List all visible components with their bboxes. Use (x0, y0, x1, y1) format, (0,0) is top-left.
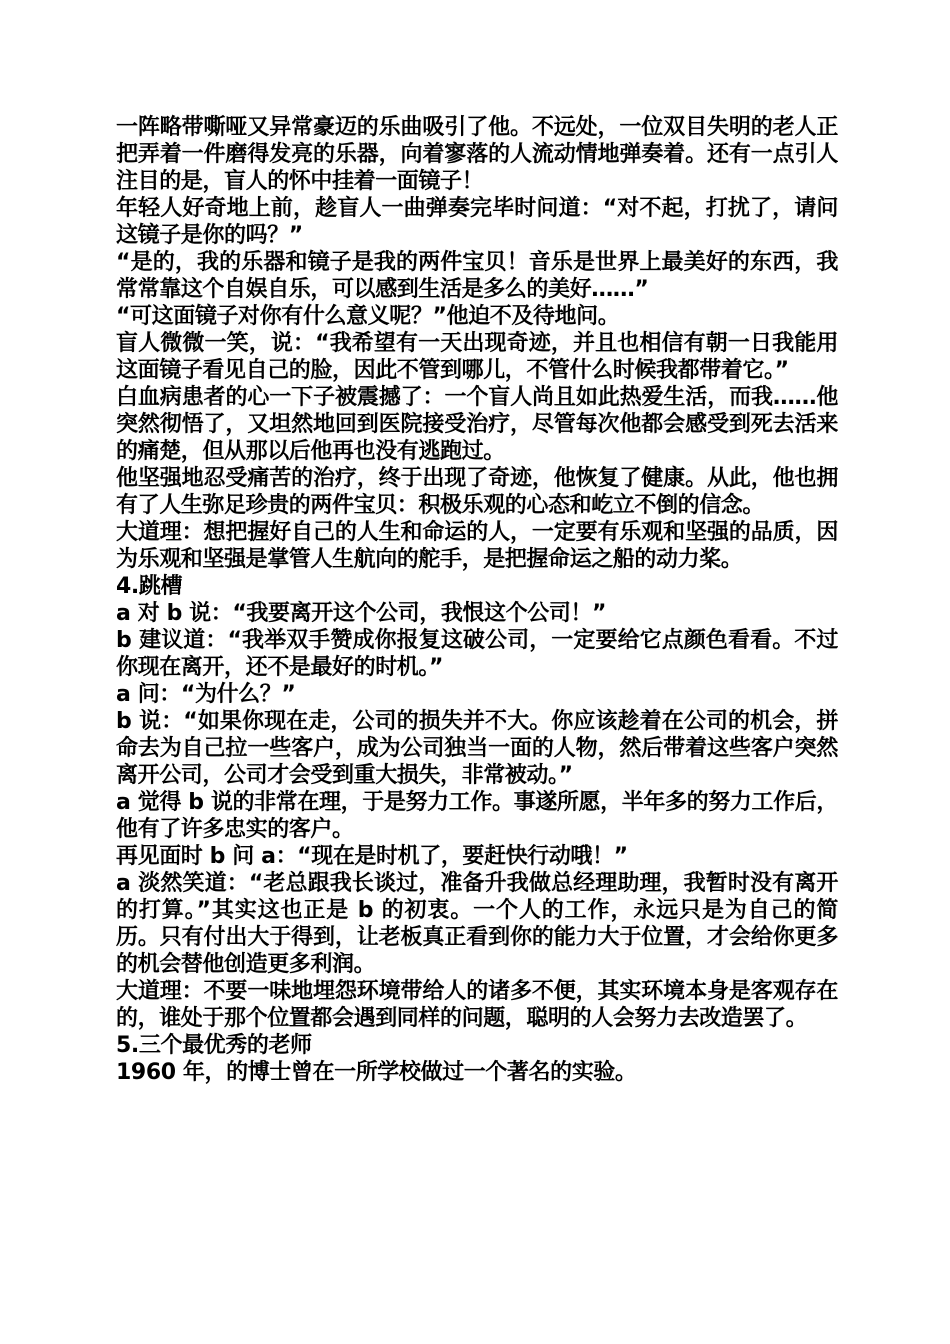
document-body (116, 114, 838, 1086)
paragraph-b-suggests: b 建议道：“我举双手赞成你报复这破公司，一定要给它点颜色看看。不过你现在离开，还不是最好的时机。” (116, 628, 838, 680)
paragraph-blind-answer: 盲人微微一笑，说：“我希望有一天出现奇迹，并且也相信有朝一日我能用这面镜子看见自己的脸，因此不管到哪儿，不管什么时候我都带着它。” (116, 331, 838, 383)
paragraph-blind-musician-intro: 一阵略带嘶哑又异常豪迈的乐曲吸引了他。不远处，一位双目失明的老人正把弄着一件磨得发亮的乐器，向着寥落的人流动情地弹奏着。还有一点引人注目的是，盲人的怀中挂着一面镜子！ (116, 115, 838, 194)
paragraph-mirror-meaning: “可这面镜子对你有什么意义呢？”他迫不及待地问。 (116, 304, 620, 329)
paragraph-young-man-question: 年轻人好奇地上前，趁盲人一曲弹奏完毕时问道：“对不起，打扰了，请问这镜子是你的吗？” (116, 196, 838, 248)
paragraph-two-treasures: “是的，我的乐器和镜子是我的两件宝贝！音乐是世界上最美好的东西，我常常靠这个自娱自乐，可以感到生活是多么的美好……” (116, 250, 838, 302)
paragraph-recovery: 他坚强地忍受痛苦的治疗，终于出现了奇迹，他恢复了健康。从此，他也拥有了人生弥足珍贵的两件宝贝：积极乐观的心态和屹立不倒的信念。 (116, 466, 838, 518)
section-heading-three-teachers: 5.三个最优秀的老师 (116, 1033, 312, 1058)
paragraph-a-to-b: a 对 b 说：“我要离开这个公司，我恨这个公司！” (116, 601, 607, 626)
paragraph-meet-again: 再见面时 b 问 a：“现在是时机了，要赶快行动哦！” (116, 844, 628, 869)
paragraph-a-works-hard: a 觉得 b 说的非常在理，于是努力工作。事遂所愿，半年多的努力工作后，他有了许多忠实的客户。 (116, 790, 838, 842)
paragraph-a-asks: a 问：“为什么？” (116, 682, 296, 707)
paragraph-b-explains: b 说：“如果你现在走，公司的损失并不大。你应该趁着在公司的机会，拼命去为自己拉一些客户，成为公司独当一面的人物，然后带着这些客户突然离开公司，公司才会受到重大损失，非常被动。” (116, 709, 838, 788)
paragraph-patient-enlightened: 白血病患者的心一下子被震撼了：一个盲人尚且如此热爱生活，而我……他突然彻悟了，又坦然地回到医院接受治疗，尽管每次他都会感受到死去活来的痛楚，但从那以后他再也没有逃跑过。 (116, 385, 838, 464)
paragraph-a-replies: a 淡然笑道：“老总跟我长谈过，准备升我做总经理助理，我暂时没有离开的打算。”其实这也正是 b 的初衷。一个人的工作，永远只是为自己的简历。只有付出大于得到，让老板真正看到你的能力大于位置，才会给你更多的机会替他创造更多利润。 (116, 871, 838, 977)
section-heading-job-hopping: 4.跳槽 (116, 574, 183, 599)
paragraph-moral-2: 大道理：不要一味地埋怨环境带给人的诸多不便，其实环境本身是客观存在的，谁处于那个位置都会遇到同样的问题，聪明的人会努力去改造罢了。 (116, 979, 838, 1031)
paragraph-moral-1: 大道理：想把握好自己的人生和命运的人，一定要有乐观和坚强的品质，因为乐观和坚强是掌管人生航向的舵手，是把握命运之船的动力桨。 (116, 520, 838, 572)
paragraph-experiment-1960: 1960 年，的博士曾在一所学校做过一个著名的实验。 (116, 1060, 637, 1085)
